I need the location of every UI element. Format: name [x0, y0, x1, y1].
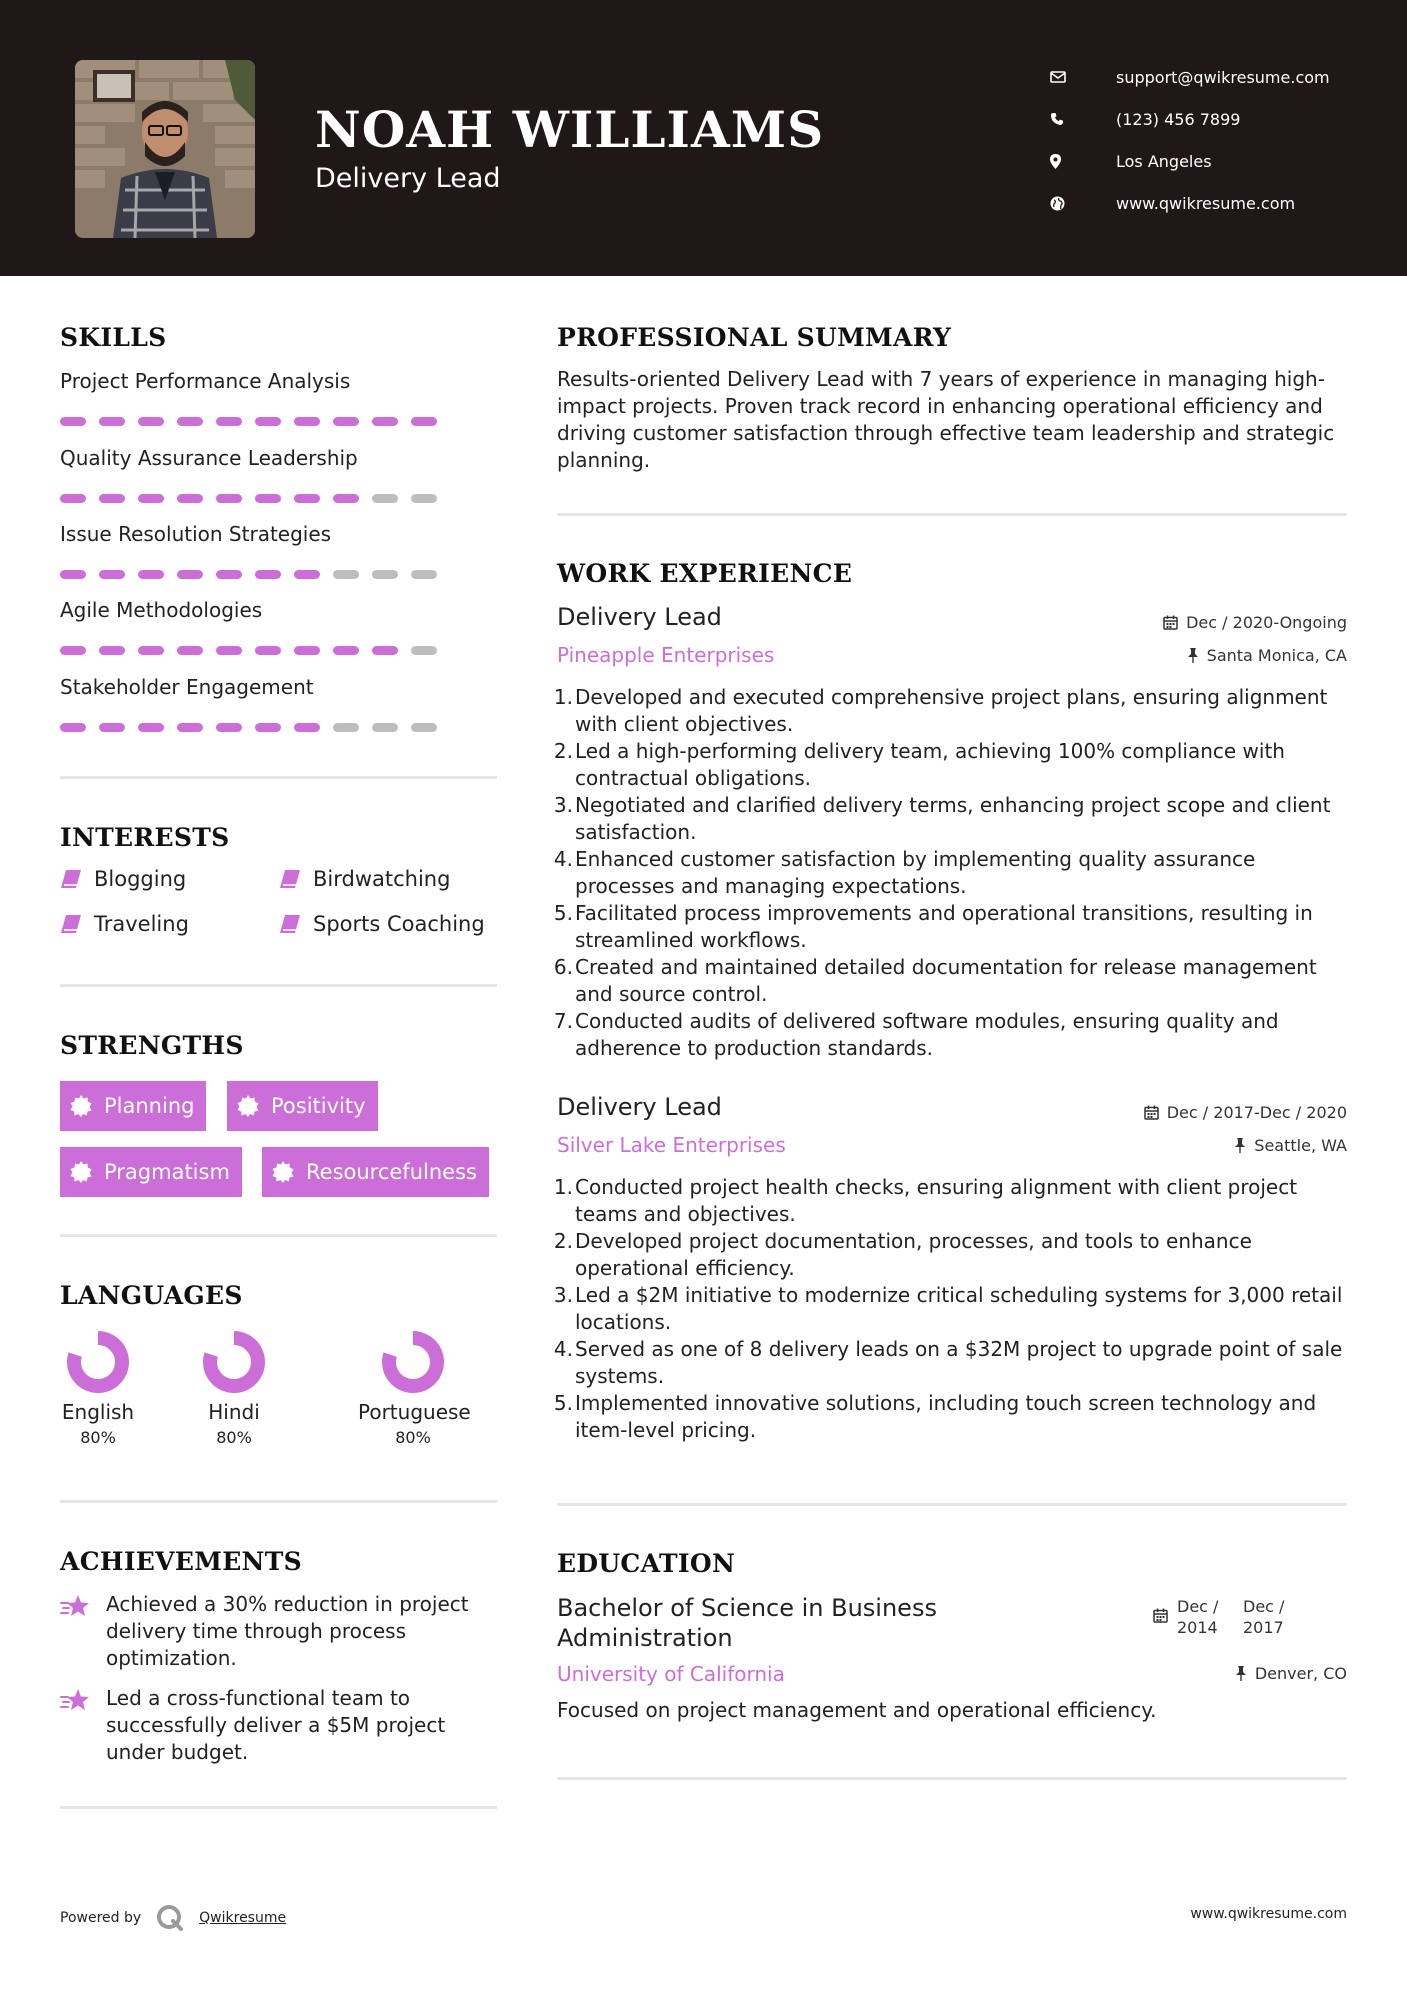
company-name: Pineapple Enterprises [557, 643, 775, 667]
skill-name: Quality Assurance Leadership [60, 446, 358, 470]
education-end [1243, 1596, 1284, 1638]
strength-label: Pragmatism [104, 1160, 230, 1184]
job-bullets [551, 1174, 1351, 1444]
strength-badge [262, 1147, 489, 1197]
skill-dash-filled [177, 646, 203, 655]
job-location [1234, 1136, 1347, 1155]
skill-dash-filled [216, 417, 242, 426]
qwikresume-link[interactable]: Qwikresume [199, 1910, 287, 1926]
candidate-name: NOAH WILLIAMS [315, 100, 825, 159]
section-divider [60, 1234, 497, 1237]
bullet-number: 2. [553, 1229, 573, 1253]
job-title: Delivery Lead [557, 1093, 722, 1121]
skill-dash-filled [255, 723, 281, 732]
skill-dash-empty [411, 723, 437, 732]
education-end-month: Dec / [1243, 1597, 1285, 1616]
skill-dash-filled [99, 570, 125, 579]
skill-rating-bar [60, 723, 437, 732]
star-icon [60, 1687, 92, 1713]
job-bullet [551, 1174, 1351, 1228]
strength-label: Resourcefulness [306, 1160, 477, 1184]
interest-label: Sports Coaching [313, 912, 485, 936]
language-percent: 80% [216, 1428, 252, 1447]
skill-dash-filled [294, 417, 320, 426]
book-icon [279, 869, 301, 889]
interests-heading: INTERESTS [60, 823, 230, 852]
skill-dash-empty [411, 494, 437, 503]
strength-label: Planning [104, 1094, 195, 1118]
skills-heading: SKILLS [60, 323, 167, 352]
badge-icon [70, 1161, 92, 1183]
skill-dash-filled [372, 417, 398, 426]
degree-line: Bachelor of Science in Business [557, 1594, 937, 1622]
skill-name: Project Performance Analysis [60, 369, 351, 393]
bullet-text: Negotiated and clarified delivery terms, enhancing project scope and client satisfaction. [575, 793, 1331, 844]
education-start [1177, 1596, 1243, 1638]
strengths-heading: STRENGTHS [60, 1031, 244, 1060]
book-icon [60, 914, 82, 934]
skill-dash-filled [138, 646, 164, 655]
education-heading: EDUCATION [557, 1549, 736, 1578]
globe-icon [1050, 196, 1080, 211]
job-bullet [551, 792, 1351, 846]
achievement-item [60, 1591, 500, 1672]
job-dates-text: Dec / 2017-Dec / 2020 [1166, 1103, 1347, 1122]
contact-phone[interactable] [1050, 98, 1330, 140]
bullet-number: 3. [553, 1283, 573, 1307]
skill-name: Agile Methodologies [60, 598, 263, 622]
bullet-text: Implemented innovative solutions, including touch screen technology and item-level pricing. [575, 1391, 1317, 1442]
language-name: Hindi [208, 1400, 260, 1424]
job-bullet [551, 1008, 1351, 1062]
bullet-number: 4. [553, 1337, 573, 1361]
bullet-number: 7. [553, 1009, 573, 1033]
skill-dash-filled [60, 646, 86, 655]
envelope-icon [1050, 71, 1080, 83]
skill-dash-filled [60, 417, 86, 426]
bullet-text: Facilitated process improvements and operational transitions, resulting in streamlined workflows. [575, 901, 1313, 952]
skill-name: Stakeholder Engagement [60, 675, 314, 699]
skill-dash-filled [60, 570, 86, 579]
bullet-number: 5. [553, 1391, 573, 1415]
job-dates [1144, 1103, 1347, 1122]
bullet-number: 2. [553, 739, 573, 763]
badge-icon [237, 1095, 259, 1117]
skill-dash-empty [333, 723, 359, 732]
language-proficiency-ring [66, 1330, 130, 1394]
contact-website-text: www.qwikresume.com [1116, 193, 1296, 213]
language-name: Portuguese [358, 1400, 471, 1424]
bullet-number: 1. [553, 1175, 573, 1199]
skill-dash-filled [294, 723, 320, 732]
skill-rating-bar [60, 494, 437, 503]
language-item [179, 1330, 289, 1447]
interest-label: Birdwatching [313, 867, 451, 891]
strength-badge [60, 1147, 242, 1197]
achievement-item [60, 1685, 500, 1766]
star-icon [60, 1593, 92, 1619]
bullet-number: 4. [553, 847, 573, 871]
profile-photo [75, 60, 255, 238]
strength-badge [227, 1081, 378, 1131]
contact-email[interactable] [1050, 56, 1330, 98]
interest-item [279, 867, 450, 891]
language-item [358, 1330, 471, 1447]
skill-dash-filled [177, 494, 203, 503]
education-location [1235, 1664, 1347, 1683]
company-name: Silver Lake Enterprises [557, 1133, 786, 1157]
skill-dash-filled [60, 494, 86, 503]
job-title: Delivery Lead [557, 603, 722, 631]
qwikresume-logo-icon [155, 1903, 185, 1933]
experience-heading: WORK EXPERIENCE [557, 559, 853, 588]
pin-icon [1234, 1138, 1246, 1153]
language-percent: 80% [395, 1428, 431, 1447]
candidate-role: Delivery Lead [315, 163, 501, 194]
job-bullet [551, 1390, 1351, 1444]
languages-heading: LANGUAGES [60, 1281, 243, 1310]
section-divider [557, 1777, 1347, 1780]
badge-icon [272, 1161, 294, 1183]
skill-dash-empty [333, 570, 359, 579]
bullet-text: Served as one of 8 delivery leads on a $32M project to upgrade point of sale systems. [575, 1337, 1343, 1388]
skill-dash-filled [177, 417, 203, 426]
skill-dash-empty [372, 570, 398, 579]
skill-rating-bar [60, 417, 437, 426]
job-bullets [551, 684, 1351, 1062]
education-description: Focused on project management and operational efficiency. [557, 1698, 1157, 1722]
education-location-text: Denver, CO [1254, 1664, 1347, 1683]
skill-dash-filled [99, 494, 125, 503]
section-divider [557, 1503, 1347, 1506]
skill-dash-filled [138, 417, 164, 426]
skill-dash-filled [216, 494, 242, 503]
skill-dash-filled [333, 494, 359, 503]
skill-rating-bar [60, 646, 437, 655]
section-divider [60, 984, 497, 987]
bullet-text: Conducted project health checks, ensuring alignment with client project teams and objectives. [575, 1175, 1298, 1226]
skill-dash-empty [411, 570, 437, 579]
bullet-number: 3. [553, 793, 573, 817]
skill-dash-filled [411, 417, 437, 426]
bullet-number: 5. [553, 901, 573, 925]
bullet-text: Created and maintained detailed documentation for release management and source control. [575, 955, 1317, 1006]
calendar-icon [1153, 1608, 1168, 1623]
skill-dash-filled [99, 417, 125, 426]
education-start-month: Dec / [1177, 1597, 1219, 1616]
skill-dash-filled [372, 646, 398, 655]
bullet-text: Led a $2M initiative to modernize critical scheduling systems for 3,000 retail locations. [575, 1283, 1343, 1334]
skill-dash-filled [333, 646, 359, 655]
skill-dash-filled [294, 494, 320, 503]
job-location-text: Seattle, WA [1254, 1136, 1347, 1155]
degree-line: Administration [557, 1624, 733, 1652]
skill-dash-filled [60, 723, 86, 732]
pin-icon [1235, 1666, 1247, 1681]
interest-label: Traveling [94, 912, 189, 936]
powered-by-text: Powered by [60, 1910, 142, 1926]
strength-badge [60, 1081, 206, 1131]
achievements-heading: ACHIEVEMENTS [60, 1547, 302, 1576]
book-icon [279, 914, 301, 934]
skill-dash-filled [177, 570, 203, 579]
job-bullet [551, 1336, 1351, 1390]
location-pin-icon [1050, 154, 1080, 169]
skill-dash-filled [333, 417, 359, 426]
language-percent: 80% [80, 1428, 116, 1447]
skill-dash-filled [255, 646, 281, 655]
section-divider [60, 1500, 497, 1503]
achievement-text: Achieved a 30% reduction in project delivery time through process optimization. [106, 1592, 469, 1670]
education-start-year: 2014 [1177, 1618, 1218, 1637]
degree-title [557, 1593, 937, 1653]
skill-rating-bar [60, 570, 437, 579]
bullet-text: Developed and executed comprehensive project plans, ensuring alignment with client objectives. [575, 685, 1328, 736]
bullet-text: Enhanced customer satisfaction by implementing quality assurance processes and managing expectations. [575, 847, 1256, 898]
resume-header [0, 0, 1407, 276]
language-item [43, 1330, 153, 1447]
contact-location [1050, 140, 1330, 182]
job-dates-text: Dec / 2020-Ongoing [1186, 613, 1347, 632]
interest-label: Blogging [94, 867, 187, 891]
skill-dash-filled [177, 723, 203, 732]
skill-dash-filled [216, 646, 242, 655]
skill-dash-filled [255, 570, 281, 579]
school-name: University of California [557, 1662, 785, 1686]
job-bullet [551, 738, 1351, 792]
language-ring-arc [74, 1338, 122, 1386]
skill-dash-filled [138, 723, 164, 732]
contact-location-text: Los Angeles [1116, 151, 1212, 171]
job-location-text: Santa Monica, CA [1206, 646, 1347, 665]
job-bullet [551, 900, 1351, 954]
summary-text: Results-oriented Delivery Lead with 7 years of experience in managing high-impact projects. Proven track record in enhancing operational efficiency and driving customer satisfaction through effective team leadership and strategic planning. [557, 367, 1335, 472]
contact-website[interactable] [1050, 182, 1330, 224]
job-bullet [551, 684, 1351, 738]
pin-icon [1187, 648, 1199, 663]
bullet-number: 6. [553, 955, 573, 979]
skill-dash-filled [294, 646, 320, 655]
skill-name: Issue Resolution Strategies [60, 522, 332, 546]
calendar-icon [1144, 1105, 1159, 1120]
skill-dash-filled [216, 570, 242, 579]
calendar-icon [1163, 615, 1178, 630]
language-proficiency-ring [381, 1330, 445, 1394]
strength-label: Positivity [271, 1094, 366, 1118]
skill-dash-empty [372, 494, 398, 503]
section-divider [557, 513, 1347, 516]
section-divider [60, 1806, 497, 1809]
contact-email-text: support@qwikresume.com [1116, 67, 1330, 87]
bullet-text: Led a high-performing delivery team, achieving 100% compliance with contractual obligations. [575, 739, 1285, 790]
job-bullet [551, 954, 1351, 1008]
interest-item [60, 912, 189, 936]
job-location [1187, 646, 1347, 665]
language-ring-arc [210, 1338, 258, 1386]
interest-item [60, 867, 186, 891]
section-divider [60, 776, 497, 779]
skill-dash-empty [372, 723, 398, 732]
language-proficiency-ring [202, 1330, 266, 1394]
contact-list [1050, 56, 1330, 224]
interest-item [279, 912, 485, 936]
bullet-text: Developed project documentation, processes, and tools to enhance operational efficiency. [575, 1229, 1252, 1280]
skill-dash-filled [138, 494, 164, 503]
contact-phone-text: (123) 456 7899 [1116, 109, 1241, 129]
skill-dash-filled [294, 570, 320, 579]
education-end-year: 2017 [1243, 1618, 1284, 1637]
skill-dash-filled [255, 417, 281, 426]
language-name: English [61, 1400, 135, 1424]
footer-website[interactable]: www.qwikresume.com [1190, 1906, 1347, 1922]
skill-dash-filled [255, 494, 281, 503]
phone-icon [1050, 112, 1080, 126]
skill-dash-filled [138, 570, 164, 579]
language-ring-arc [389, 1338, 437, 1386]
summary-heading: PROFESSIONAL SUMMARY [557, 323, 952, 352]
education-dates [1153, 1596, 1284, 1638]
book-icon [60, 869, 82, 889]
bullet-number: 1. [553, 685, 573, 709]
skill-dash-filled [99, 723, 125, 732]
skill-dash-filled [216, 723, 242, 732]
job-dates [1163, 613, 1347, 632]
skill-dash-filled [99, 646, 125, 655]
job-bullet [551, 1228, 1351, 1282]
bullet-text: Conducted audits of delivered software modules, ensuring quality and adherence to production standards. [575, 1009, 1279, 1060]
job-bullet [551, 846, 1351, 900]
badge-icon [70, 1095, 92, 1117]
skill-dash-empty [411, 646, 437, 655]
footer-powered-by [60, 1903, 286, 1933]
achievement-text: Led a cross-functional team to successfully deliver a $5M project under budget. [106, 1686, 446, 1764]
job-bullet [551, 1282, 1351, 1336]
